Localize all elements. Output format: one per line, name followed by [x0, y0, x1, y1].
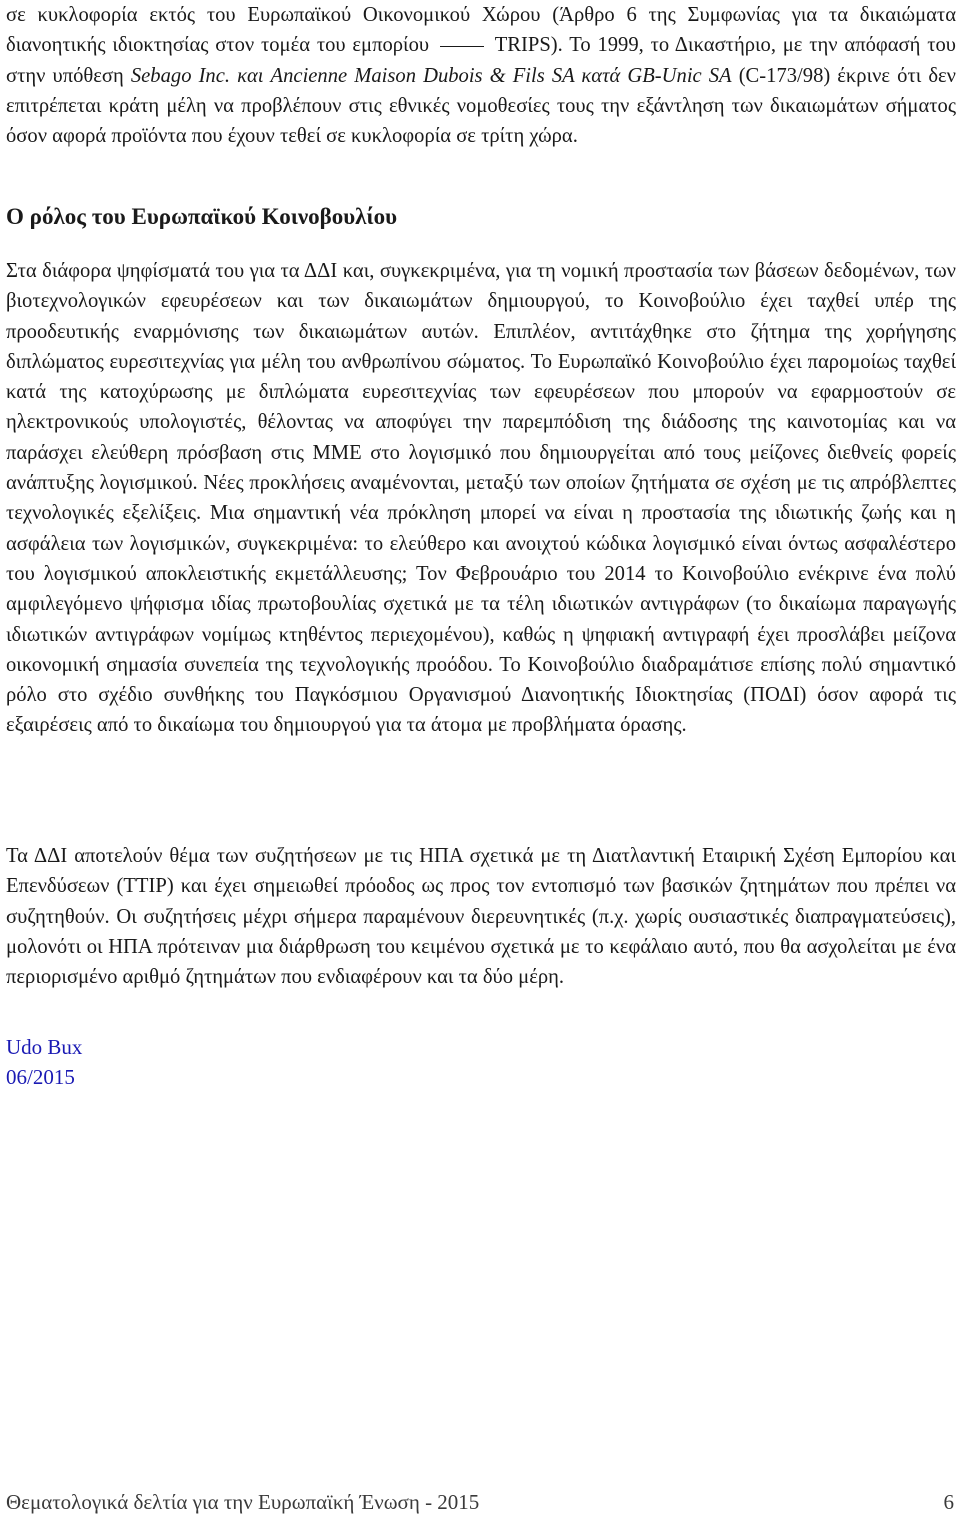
author-name-link[interactable]: Udo Bux [6, 1035, 83, 1059]
section-heading: Ο ρόλος του Ευρωπαϊκού Κοινοβουλίου [6, 204, 398, 229]
intro-text-part2: TRIPS). Το 1999, το Δικαστήριο, με την απόφασή του στην υπόθεση [6, 34, 956, 87]
body-paragraph-ttip: Τα ΔΔΙ αποτελούν θέμα των συζητήσεων με τις ΗΠΑ σχετικά με τη Διατλαντική Εταιρική Σχέση Εμπορίου και Επενδύσεων (TTIP) και έχει σημειωθεί πρόοδος ως προς τον εντοπισμό των βασικών ζητημάτων που πρέπει να συζητηθούν. Οι συζητήσεις μέχρι σήμερα παραμένουν διερευνητικές (π.χ. χωρίς ουσιαστικές διαπραγματεύσεις), μολονότι οι ΗΠΑ πρότειναν μια διάρθρωση του κειμένου σχετικά με το κεφάλαιο αυτό, που θα ασχολείται με ένα περιορισμένο αριθμό ζητημάτων που ενδιαφέρουν και τα δύο μέρη. [6, 845, 956, 989]
author-block [6, 1032, 82, 1092]
intro-text-part3: (C-173/98) έκρινε ότι δεν επιτρέπεται κράτη μέλη να προβλέπουν στις εθνικές νομοθεσίες τους την εξάντληση των δικαιωμάτων σήματος όσον αφορά προϊόντα που έχουν τεθεί σε κυκλοφορία σε τρίτη χώρα. [6, 64, 956, 148]
page-number: 6 [943, 1490, 954, 1514]
intro-paragraph [6, 0, 956, 151]
body-paragraph-parliament-role: Στα διάφορα ψηφίσματά του για τα ΔΔΙ και, συγκεκριμένα, για τη νομική προστασία των βάσεων δεδομένων, των βιοτεχνολογικών εφευρέσεων και των δικαιωμάτων δημιουργού, το Κοινοβούλιο έχει ταχθεί υπέρ της προοδευτικής εναρμόνισης των δικαιωμάτων αυτών. Επιπλέον, αντιτάχθηκε στο ζήτημα της χορήγησης διπλώματος ευρεσιτεχνίας για μέλη του ανθρωπίνου σώματος. Το Ευρωπαϊκό Κοινοβούλιο έχει παρομοίως ταχθεί κατά της κατοχύρωσης με διπλώματα ευρεσιτεχνίας των εφευρέσεων που μπορούν να εφαρμοστούν σε ηλεκτρονικούς υπολογιστές, θέλοντας να αποφύγει την παρεμπόδιση της διάδοσης της καινοτομίας και να παράσχει ελεύθερη πρόσβαση στις ΜΜΕ στο λογισμικό που δημιουργείται από τους μείζονες διεθνείς φορείς ανάπτυξης λογισμικού. Νέες προκλήσεις αναμένονται, μεταξύ των οποίων ζητήματα σε σχέση με τις απρόβλεπτες τεχνολογικές εξελίξεις. Μια σημαντική νέα πρόκληση μπορεί να είναι η προστασία της ιδιωτικής ζωής και η ασφάλεια των λογισμικών, συγκεκριμένα: το ελεύθερο και ανοιχτού κώδικα λογισμικό είναι όντως ασφαλέστερο του λογισμικού αποκλειστικής εκμετάλλευσης; Τον Φεβρουάριο του 2014 το Κοινοβούλιο ενέκρινε ένα πολύ αμφιλεγόμενο ψήφισμα ιδίας πρωτοβουλίας σχετικά με τα τέλη ιδιωτικών αντιγράφων (το δικαίωμα παραγωγής ιδιωτικών αντιγράφων νομίμως κτηθέντος περιεχομένου), καθώς η ψηφιακή αντιγραφή έχει προσλάβει μείζονα οικονομική σημασία συνεπεία της τεχνολογικής προόδου. Το Κοινοβούλιο διαδραμάτισε επίσης πολύ σημαντικό ρόλο στο σχέδιο συνθήκης του Παγκόσμιου Οργανισμού Διανοητικής Ιδιοκτησίας (ΠΟΔΙ) όσον αφορά τις εξαιρέσεις από το δικαίωμα του δημιουργού για τα άτομα με προβλήματα όρασης. [6, 260, 956, 737]
footer-title: Θεματολογικά δελτία για την Ευρωπαϊκή Ένωση - 2015 [6, 1490, 480, 1514]
intro-text-part1: σε κυκλοφορία εκτός του Ευρωπαϊκού Οικονομικού Χώρου (Άρθρο 6 της Συμφωνίας για τα δικαιώματα διανοητικής ιδιοκτησίας στον τομέα του εμπορίου [6, 4, 956, 57]
em-dash [440, 46, 484, 47]
case-name: Sebago Inc. και Ancienne Maison Dubois & Fils SA κατά GB-Unic SA [130, 64, 732, 87]
author-date: 06/2015 [6, 1065, 75, 1089]
